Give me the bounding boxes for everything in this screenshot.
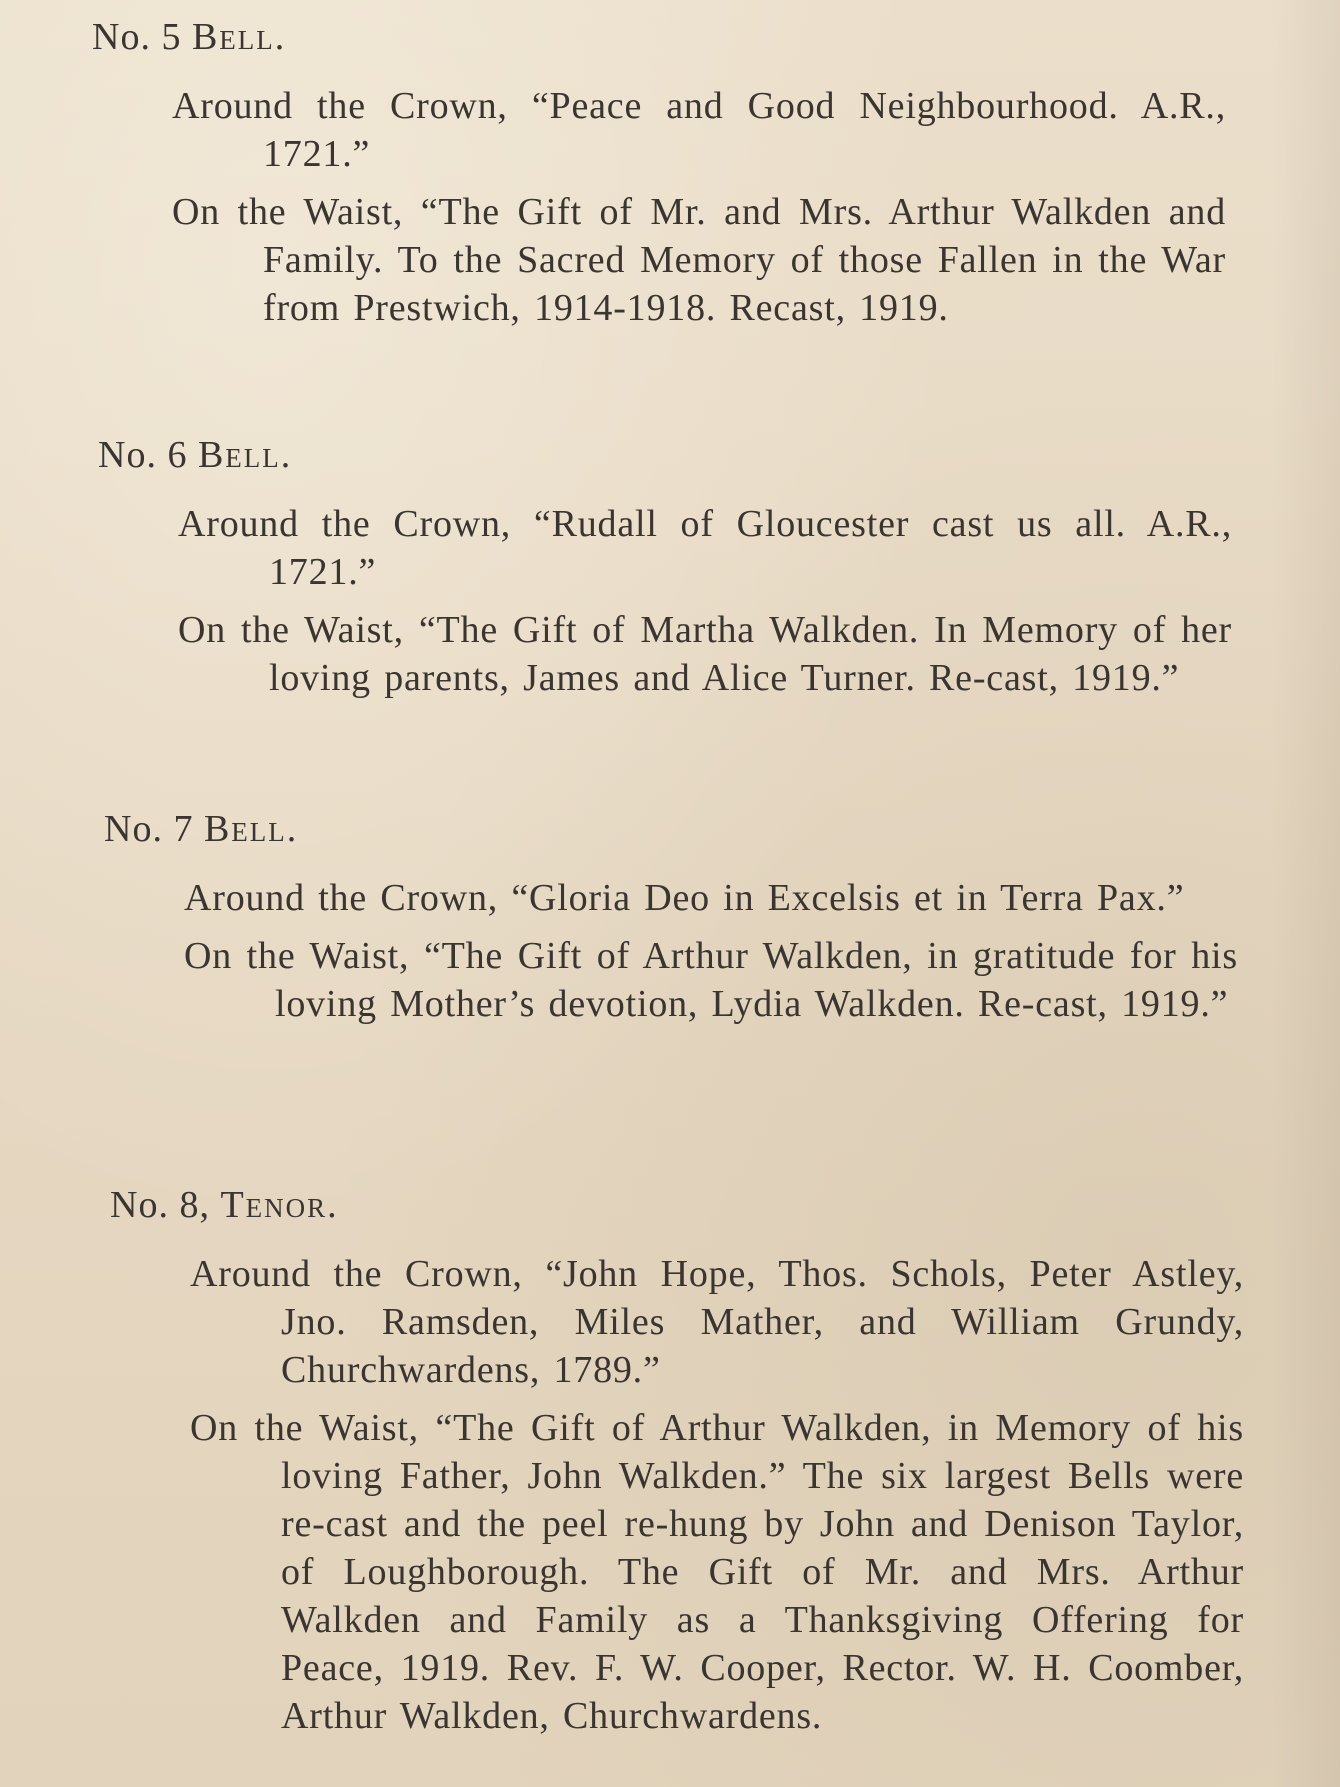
- bell-name: Bell.: [197, 434, 293, 476]
- page-edge-shadow: [1270, 0, 1340, 1787]
- bell-number: No. 7: [104, 808, 194, 850]
- bell-number: No. 5: [92, 16, 182, 58]
- inscription-block: [184, 874, 1238, 1028]
- bell-heading: [98, 436, 1218, 474]
- bell-heading: [92, 18, 1212, 56]
- waist-inscription: On the Waist, “The Gift of Arthur Walkden, in gratitude for his loving Mother’s devotion, Lydia Walkden. Re-cast, 1919.”: [184, 935, 1238, 1025]
- crown-inscription: Around the Crown, “Peace and Good Neighbourhood. A.R., 1721.”: [172, 85, 1226, 175]
- bell-heading: [104, 810, 1224, 848]
- bell-entry-6: [98, 434, 1232, 712]
- bell-entry-7: [104, 808, 1238, 1038]
- waist-inscription: On the Waist, “The Gift of Arthur Walkden, in Memory of his loving Father, John Walkden.” The six largest Bells were re-cast and the peel re-hung by John and Denison Taylor, of Loughborough. The Gift of Mr. and Mrs. Arthur Walkden and Family as a Thanksgiving Offering for Peace, 1919. Rev. F. W. Cooper, Rector. W. H. Coomber, Arthur Walkden, Churchwardens.: [190, 1407, 1244, 1737]
- bell-number: No. 8,: [110, 1184, 210, 1226]
- inscription-block: [178, 500, 1232, 702]
- inscription-block: [190, 1250, 1244, 1740]
- bell-number: No. 6: [98, 434, 188, 476]
- waist-inscription: On the Waist, “The Gift of Martha Walkden. In Memory of her loving parents, James and Alice Turner. Re-cast, 1919.”: [178, 609, 1232, 699]
- inscription-block: [172, 82, 1226, 332]
- crown-inscription: Around the Crown, “John Hope, Thos. Schols, Peter Astley, Jno. Ramsden, Miles Mather, and William Grundy, Churchwardens, 1789.”: [190, 1253, 1244, 1391]
- bell-heading: [110, 1186, 1230, 1224]
- bell-entry-8: [110, 1184, 1244, 1750]
- crown-inscription: Around the Crown, “Rudall of Gloucester cast us all. A.R., 1721.”: [178, 503, 1232, 593]
- bell-entry-5: [92, 16, 1226, 342]
- bell-name: Bell.: [191, 16, 287, 58]
- bell-name: Bell.: [203, 808, 299, 850]
- bell-name: Tenor.: [220, 1184, 339, 1226]
- crown-inscription: Around the Crown, “Gloria Deo in Excelsis et in Terra Pax.”: [184, 877, 1185, 919]
- waist-inscription: On the Waist, “The Gift of Mr. and Mrs. Arthur Walkden and Family. To the Sacred Memory of those Fallen in the War from Prestwich, 1914-1918. Recast, 1919.: [172, 191, 1226, 329]
